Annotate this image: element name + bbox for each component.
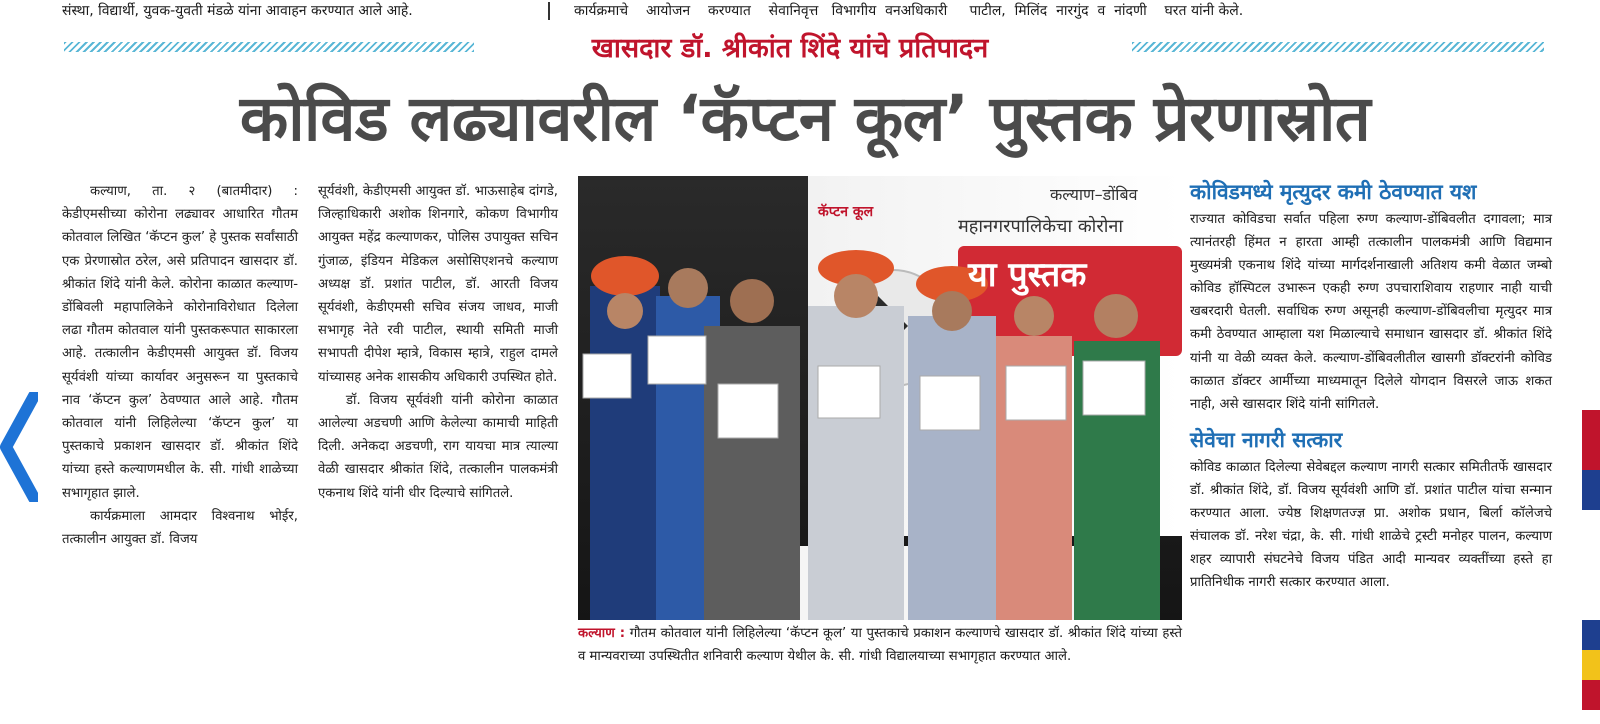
edge-strip-red-2 <box>1582 680 1600 710</box>
caption-place: कल्याण : <box>578 626 626 641</box>
right-column <box>1190 178 1552 594</box>
photo-caption <box>578 622 1182 668</box>
edge-strip-blue-2 <box>1582 620 1600 650</box>
col2-paragraph-2: डॉ. विजय सूर्यवंशी यांनी कोरोना काळात आलेल्या अडचणी आणि केलेल्या कामाची माहिती दिली. अनेकदा अडचणी, राग यायचा मात्र त्याल्या वेळी खासदार श्रीकांत शिंदे, तत्कालीन पालकमंत्री एकनाथ शिंदे यांनी धीर दिल्याचे सांगितले. <box>318 392 558 501</box>
hatch-band-left <box>64 42 474 52</box>
right-subhead-2: सेवेचा नागरी सत्कार <box>1190 427 1343 452</box>
right-subhead-1: कोविडमध्ये मृत्युदर कमी ठेवण्यात यश <box>1190 180 1477 204</box>
caption-text: गौतम कोतवाल यांनी लिहिलेल्या ‘कॅप्टन कूल’ या पुस्तकाचे प्रकाशन कल्याणचे खासदार डॉ. श्रीकांत शिंदे यांच्या हस्ते व मान्यवराच्या उपस्थितीत शनिवारी कल्याण येथील के. सी. गांधी विद्यालयाच्या सभागृहात करण्यात आले. <box>578 626 1182 664</box>
edge-strip-yellow <box>1582 650 1600 680</box>
photo-book-logo: कॅप्टन कूल <box>818 204 874 220</box>
col1-paragraph-1: कल्याण, ता. २ (बातमीदार) : केडीएमसीच्या कोरोना लढ्यावर आधारित गौतम कोतवाल लिखित ‘कॅप्टन कुल’ हे पुस्तक सर्वांसाठी एक प्रेरणास्रोत ठरेल, असे प्रतिपादन खासदार डॉ. श्रीकांत शिंदे यांनी केले. कोरोना काळात कल्याण-डोंबिवली महापालिकेने कोरोनाविरोधात दिलेला लढा गौतम कोतवाल यांनी पुस्तकरूपात साकारला आहे. तत्कालीन केडीएमसी आयुक्त डॉ. विजय सूर्यवंशी यांच्या कार्यावर अनुसरून या पुस्तकाचे नाव ‘कॅप्टन कुल’ ठेवण्यात आले आहे. गौतम कोतवाल यांनी लिहिलेल्या ‘कॅप्टन कुल’ या पुस्तकाचे प्रकाशन खासदार डॉ. श्रीकांत शिंदे यांच्या हस्ते कल्याणमधील के. सी. गांधी शाळेच्या सभागृहात झाले. <box>62 184 298 501</box>
edge-strip-red <box>1582 410 1600 470</box>
headline: कोविड लढ्यावरील ‘कॅप्टन कूल’ पुस्तक प्रेरणास्रोत <box>239 82 1371 155</box>
edge-strip-blue <box>1582 470 1600 510</box>
photo-banner-line2: महानगरपालिकेचा कोरोना <box>958 216 1124 237</box>
top-strip-right-text: कार्यक्रमाचे आयोजन करण्यात सेवानिवृत्त विभागीय वनअधिकारी पाटील, मिलिंद नारगुंद व नांदणी घरत यांनी केले. <box>574 3 1244 19</box>
col1-paragraph-2: कार्यक्रमाला आमदार विश्वनाथ भोईर, तत्कालीन आयुक्त डॉ. विजय <box>62 508 298 548</box>
col2-paragraph-1: सूर्यवंशी, केडीएमसी आयुक्त डॉ. भाऊसाहेब दांगडे, जिल्हाधिकारी अशोक शिनगारे, कोकण विभागीय आयुक्त महेंद्र कल्याणकर, पोलिस उपायुक्त सचिन गुंजाळ, इंडियन मेडिकल असोसिएशनचे कल्याण अध्यक्ष डॉ. प्रशांत पाटील, डॉ. आरती विजय सूर्यवंशी, केडीएमसी सचिव संजय जाधव, माजी सभागृह नेते रवी पाटील, स्थायी समिती माजी सभापती दीपेश म्हात्रे, विकास म्हात्रे, राहुल दामले यांच्यासह अनेक शासकीय अधिकारी उपस्थित होते. <box>318 184 558 385</box>
column-divider <box>548 2 550 20</box>
right-body-2: कोविड काळात दिलेल्या सेवेबद्दल कल्याण नागरी सत्कार समितीतर्फे खासदार डॉ. श्रीकांत शिंदे, डॉ. विजय सूर्यवंशी आणि डॉ. प्रशांत पाटील यांचा सन्मान करण्यात आला. ज्येष्ठ शिक्षणतज्ज्ञ प्रा. अशोक प्रधान, बिर्ला कॉलेजचे संचालक डॉ. नरेश चंद्रा, के. सी. गांधी शाळेचे ट्रस्टी मनोहर पालन, कल्याण शहर व्यापारी संघटनेचे विजय पंडित आदी मान्यवर व्यक्तींच्या हस्ते हा प्रातिनिधीक नागरी सत्कार करण्यात आला. <box>1190 459 1552 591</box>
subheadline: खासदार डॉ. श्रीकांत शिंदे यांचे प्रतिपादन <box>591 33 989 64</box>
article-column-1 <box>62 180 298 551</box>
photo-banner-big: या पुस्तक <box>968 255 1087 295</box>
article-column-2 <box>318 180 558 505</box>
top-strip-left-text: संस्था, विद्यार्थी, युवक-युवती मंडळे यांना आवाहन करण्यात आले आहे. <box>62 3 413 19</box>
event-photo <box>578 176 1182 620</box>
right-body-1: राज्यात कोविडचा सर्वात पहिला रुग्ण कल्याण-डोंबिवलीत दगावला; मात्र त्यानंतरही हिंमत न हारता आम्ही तत्कालीन पालकमंत्री आणि विद्यमान मुख्यमंत्री एकनाथ शिंदे यांच्या मार्गदर्शनाखाली अतिशय कमी वेळात जम्बो कोविड हॉस्पिटल उभारून एकही रुग्ण उपचाराशिवाय राहणार नाही याची खबरदारी घेतली. सर्वाधिक रुग्ण असूनही कल्याण-डोंबिवलीचा मृत्युदर मात्र कमी ठेवण्यात आम्हाला यश मिळाल्याचे समाधान खासदार डॉ. श्रीकांत शिंदे यांनी या वेळी व्यक्त केले. कल्याण-डोंबिवलीतील खासगी डॉक्टरांनी कोविड काळात डॉक्टर आर्मीच्या माध्यमातून दिलेले योगदान विसरले जाऊ शकत नाही, असे खासदार शिंदे यांनी सांगितले. <box>1190 212 1552 412</box>
back-arrow-icon[interactable] <box>0 392 38 502</box>
hatch-band-right <box>1132 42 1544 52</box>
photo-banner-line1: कल्याण–डोंबिव <box>1050 185 1138 204</box>
